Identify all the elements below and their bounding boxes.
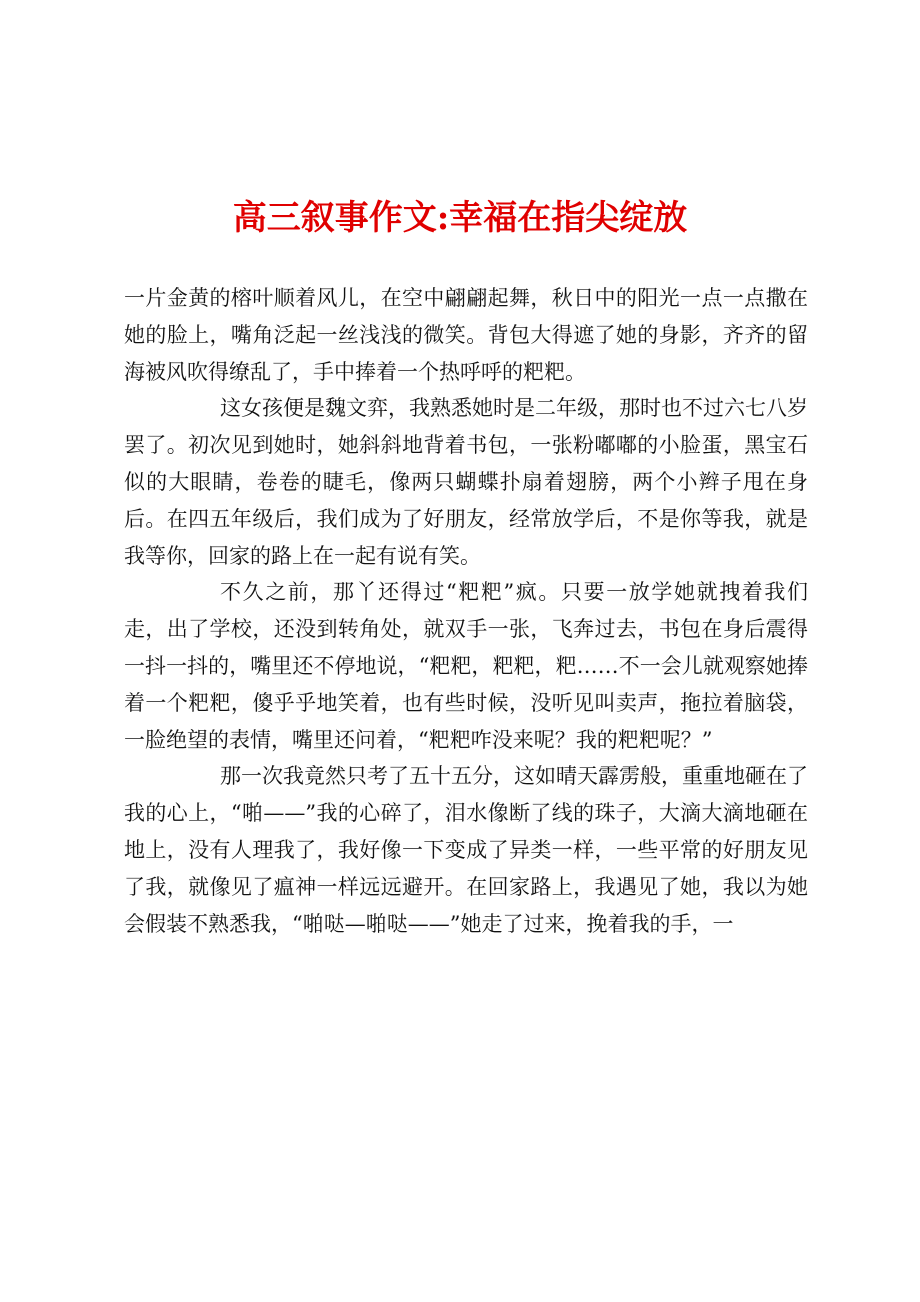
paragraph-2: 这女孩便是魏文弈，我熟悉她时是二年级，那时也不过六七八岁罢了。初次见到她时，她斜斜地背着书包，一张粉嘟嘟的小脸蛋，黑宝石似的大眼睛，卷卷的睫毛，像两只蝴蝶扑扇着翅膀，两个小辫子甩在身后。在四五年级后，我们成为了好朋友，经常放学后，不是你等我，就是我等你，回家的路上在一起有说有笑。 (124, 396, 808, 568)
document-title: 高三叙事作文:幸福在指尖绽放 (232, 198, 688, 238)
paragraph-3: 不久之前，那丫还得过“粑粑”疯。只要一放学她就拽着我们走，出了学校，还没到转角处，就双手一张，飞奔过去，书包在身后震得一抖一抖的，嘴里还不停地说，“粑粑，粑粑，粑……不一会儿就观察她捧着一个粑粑，傻乎乎地笑着，也有些时候，没听见叫卖声，拖拉着脑袋，一脸绝望的表情，嘴里还问着，“粑粑咋没来呢？我的粑粑呢？” (124, 580, 808, 752)
document-body (124, 280, 808, 942)
paragraph-1: 一片金黄的榕叶顺着风儿，在空中翩翩起舞，秋日中的阳光一点一点撒在她的脸上，嘴角泛起一丝浅浅的微笑。背包大得遮了她的身影，齐齐的留海被风吹得缭乱了，手中捧着一个热呼呼的粑粑。 (124, 286, 808, 384)
paragraph-4: 那一次我竟然只考了五十五分，这如晴天霹雳般，重重地砸在了我的心上，“啪——”我的心碎了，泪水像断了线的珠子，大滴大滴地砸在地上，没有人理我了，我好像一下变成了异类一样，一些平常的好朋友见了我，就像见了瘟神一样远远避开。在回家路上，我遇见了她，我以为她会假装不熟悉我，“啪哒—啪哒——”她走了过来，挽着我的手，一 (124, 764, 808, 936)
